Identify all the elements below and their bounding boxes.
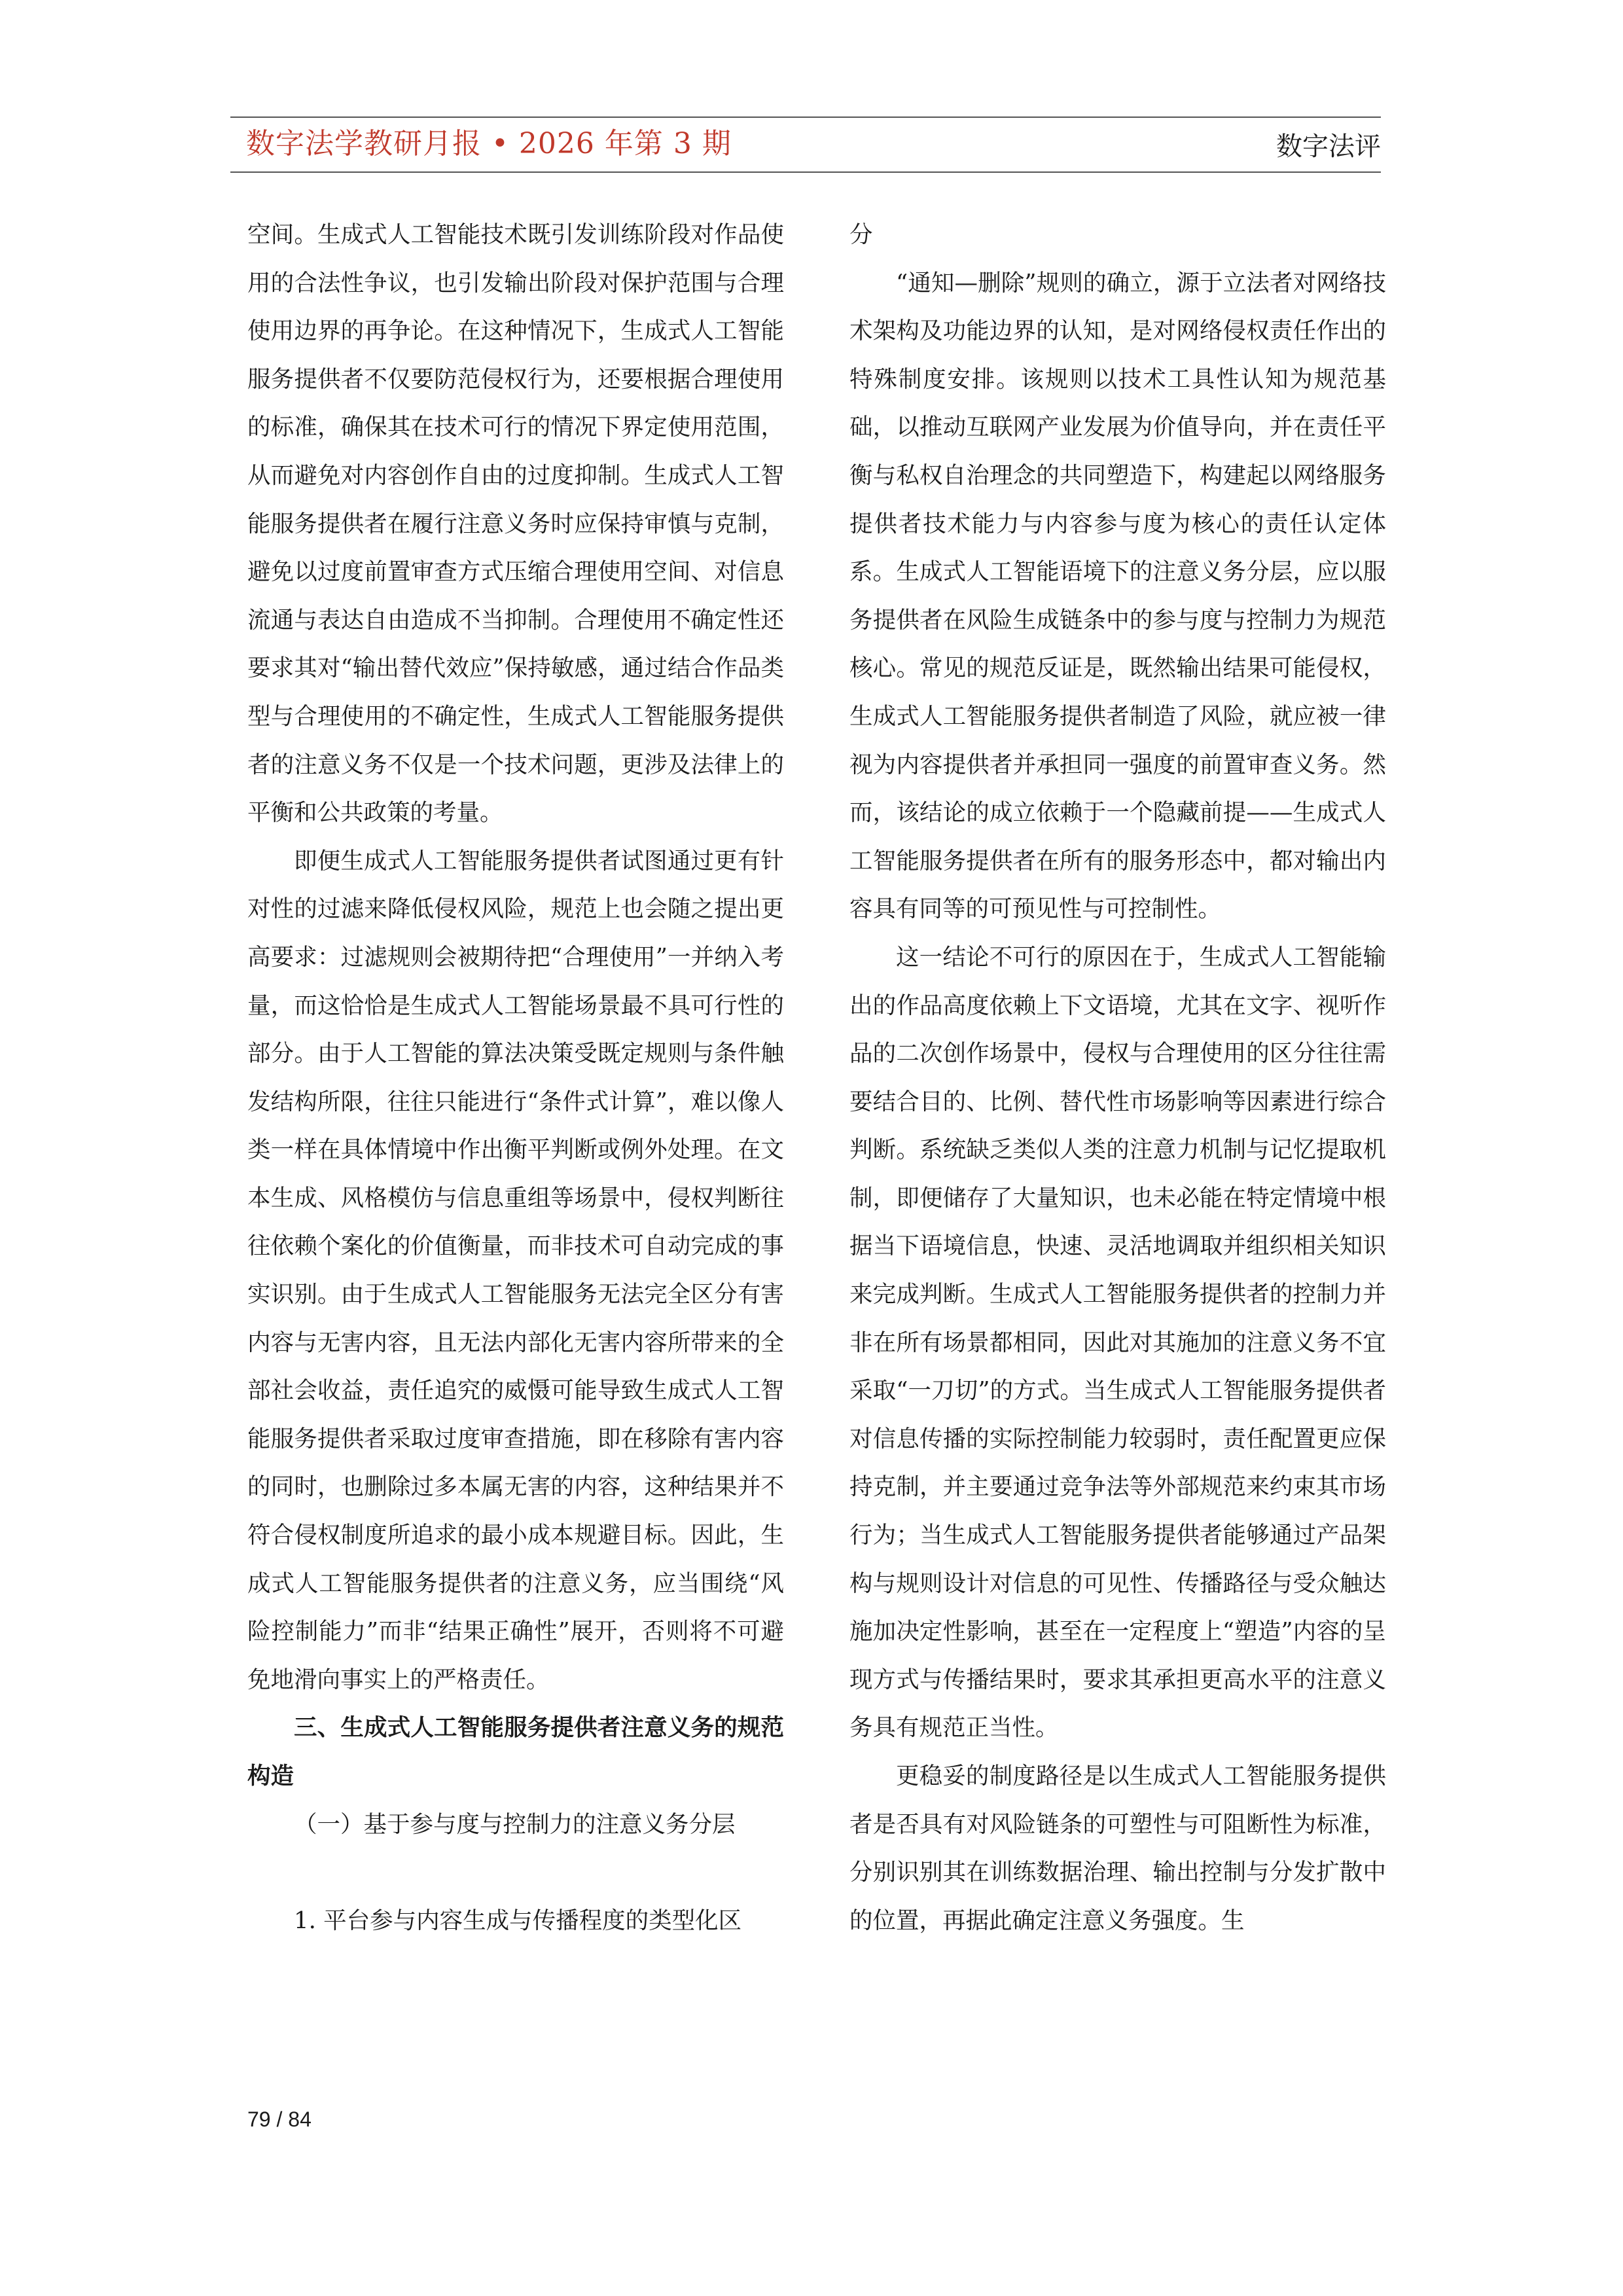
heading-spacer (247, 1848, 784, 1897)
left-column (247, 211, 784, 1945)
right-paragraph-3: 更稳妥的制度路径是以生成式人工智能服务提供者是否具有对风险链条的可塑性与可阻断性为标准，分别识别其在训练数据治理、输出控制与分发扩散中的位置，再据此确定注意义务强度。生 (849, 1763, 1386, 1934)
section-heading: 三、生成式人工智能服务提供者注意义务的规范构造 (247, 1714, 784, 1789)
right-paragraph-0: 分 (849, 221, 873, 248)
header-bottom-rule (230, 171, 1381, 173)
page-number: 79 / 84 (247, 2108, 312, 2131)
left-paragraph-2: 即便生成式人工智能服务提供者试图通过更有针对性的过滤来降低侵权风险，规范上也会随之提出更高要求：过滤规则会被期待把“合理使用”一并纳入考量，而这恰恰是生成式人工智能场景最不具可行性的部分。由于人工智能的算法决策受既定规则与条件触发结构所限，往往只能进行“条件式计算”，难以像人类一样在具体情境中作出衡平判断或例外处理。在文本生成、风格模仿与信息重组等场景中，侵权判断往往依赖个案化的价值衡量，而非技术可自动完成的事实识别。由于生成式人工智能服务无法完全区分有害内容与无害内容，且无法内部化无害内容所带来的全部社会收益，责任追究的威慑可能导致生成式人工智能服务提供者采取过度审查措施，即在移除有害内容的同时，也删除过多本属无害的内容，这种结果并不符合侵权制度所追求的最小成本规避目标。因此，生成式人工智能服务提供者的注意义务，应当围绕“风险控制能力”而非“结果正确性”展开，否则将不可避免地滑向事实上的严格责任。 (247, 847, 784, 1693)
header-top-rule (230, 117, 1381, 118)
right-column (849, 211, 1386, 1945)
right-paragraph-1: “通知—删除”规则的确立，源于立法者对网络技术架构及功能边界的认知，是对网络侵权责任作出的特殊制度安排。该规则以技术工具性认知为规范基础，以推动互联网产业发展为价值导向，并在责任平衡与私权自治理念的共同塑造下，构建起以网络服务提供者技术能力与内容参与度为核心的责任认定体系。生成式人工智能语境下的注意义务分层，应以服务提供者在风险生成链条中的参与度与控制力为规范核心。常见的规范反证是，既然输出结果可能侵权，生成式人工智能服务提供者制造了风险，就应被一律视为内容提供者并承担同一强度的前置审查义务。然而，该结论的成立依赖于一个隐藏前提——生成式人工智能服务提供者在所有的服务形态中，都对输出内容具有同等的可预见性与可控制性。 (849, 269, 1386, 923)
subsection-heading: （一）基于参与度与控制力的注意义务分层 (294, 1810, 736, 1838)
section-label: 数字法评 (1276, 132, 1381, 162)
right-paragraph-2: 这一结论不可行的原因在于，生成式人工智能输出的作品高度依赖上下文语境，尤其在文字、视听作品的二次创作场景中，侵权与合理使用的区分往往需要结合目的、比例、替代性市场影响等因素进行综合判断。系统缺乏类似人类的注意力机制与记忆提取机制，即便储存了大量知识，也未必能在特定情境中根据当下语境信息，快速、灵活地调取并组织相关知识来完成判断。生成式人工智能服务提供者的控制力并非在所有场景都相同，因此对其施加的注意义务不宜采取“一刀切”的方式。当生成式人工智能服务提供者对信息传播的实际控制能力较弱时，责任配置更应保持克制，并主要通过竞争法等外部规范来约束其市场行为；当生成式人工智能服务提供者能够通过产品架构与规则设计对信息的可见性、传播路径与受众触达施加决定性影响，甚至在一定程度上“塑造”内容的呈现方式与传播结果时，要求其承担更高水平的注意义务具有规范正当性。 (849, 943, 1386, 1742)
left-paragraph-1: 空间。生成式人工智能技术既引发训练阶段对作品使用的合法性争议，也引发输出阶段对保护范围与合理使用边界的再争论。在这种情况下，生成式人工智能服务提供者不仅要防范侵权行为，还要根据合理使用的标准，确保其在技术可行的情况下界定使用范围，从而避免对内容创作自由的过度抑制。生成式人工智能服务提供者在履行注意义务时应保持审慎与克制，避免以过度前置审查方式压缩合理使用空间、对信息流通与表达自由造成不当抑制。合理使用不确定性还要求其对“输出替代效应”保持敏感，通过结合作品类型与合理使用的不确定性，生成式人工智能服务提供者的注意义务不仅是一个技术问题，更涉及法律上的平衡和公共政策的考量。 (247, 221, 784, 827)
list-item-1: 1. 平台参与内容生成与传播程度的类型化区 (294, 1907, 742, 1934)
journal-title: 数字法学教研月报 • 2026 年第 3 期 (246, 127, 732, 160)
